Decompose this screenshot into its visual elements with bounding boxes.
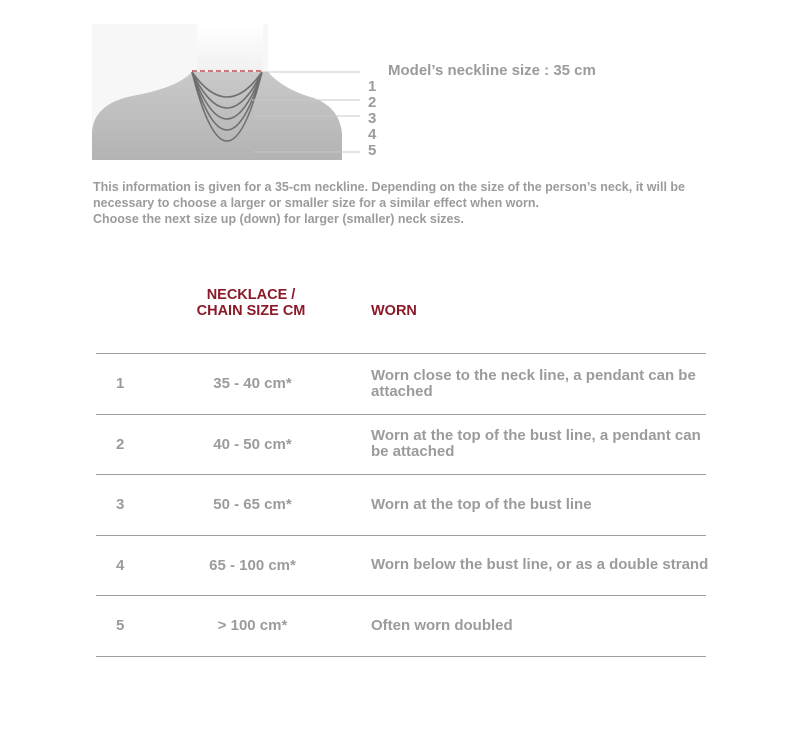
- info-text: [93, 179, 733, 227]
- row-worn: Often worn doubled: [371, 616, 513, 634]
- row-size: 40 - 50 cm*: [213, 435, 292, 453]
- column-header-size-line-1: NECKLACE /: [206, 287, 296, 303]
- column-header-size-line-2: CHAIN SIZE CM: [196, 303, 306, 319]
- row-number: 2: [116, 435, 125, 453]
- row-worn: Worn below the bust line, or as a double strand: [371, 556, 709, 574]
- info-line-1: This information is given for a 35-cm neckline. Depending on the size of the person’s neck, it will be necessary to choose a larger or smaller size for a similar effect when worn.: [93, 180, 686, 210]
- length-label-3: 3: [368, 110, 377, 127]
- row-size: 50 - 65 cm*: [213, 496, 292, 514]
- row-size: 65 - 100 cm*: [209, 556, 296, 574]
- column-header-worn: WORN: [371, 303, 417, 319]
- column-header-size: [176, 287, 326, 319]
- row-worn: Worn close to the neck line, a pendant can be attached: [371, 366, 696, 400]
- length-label-5: 5: [368, 142, 377, 159]
- row-number: 1: [116, 375, 125, 393]
- row-worn: Worn at the top of the bust line: [371, 495, 592, 513]
- model-neckline-size: Model’s neckline size : 35 cm: [388, 62, 596, 79]
- row-worn: Worn at the top of the bust line, a pendant can be attached: [371, 427, 701, 461]
- row-size: > 100 cm*: [217, 617, 288, 635]
- row-number: 3: [116, 496, 125, 514]
- length-label-4: 4: [368, 126, 377, 143]
- size-table: [96, 353, 709, 657]
- length-label-2: 2: [368, 94, 377, 111]
- table-row: [96, 535, 709, 596]
- row-number: 4: [116, 556, 125, 574]
- row-size: 35 - 40 cm*: [213, 375, 292, 393]
- row-number: 5: [116, 617, 125, 635]
- necklace-length-illustration: [92, 24, 392, 164]
- length-label-1: 1: [368, 78, 377, 95]
- table-row: [96, 414, 706, 475]
- table-row: [96, 474, 706, 535]
- table-row: [96, 353, 706, 414]
- table-row: [96, 595, 706, 657]
- info-line-2: Choose the next size up (down) for larger (smaller) neck sizes.: [93, 212, 464, 226]
